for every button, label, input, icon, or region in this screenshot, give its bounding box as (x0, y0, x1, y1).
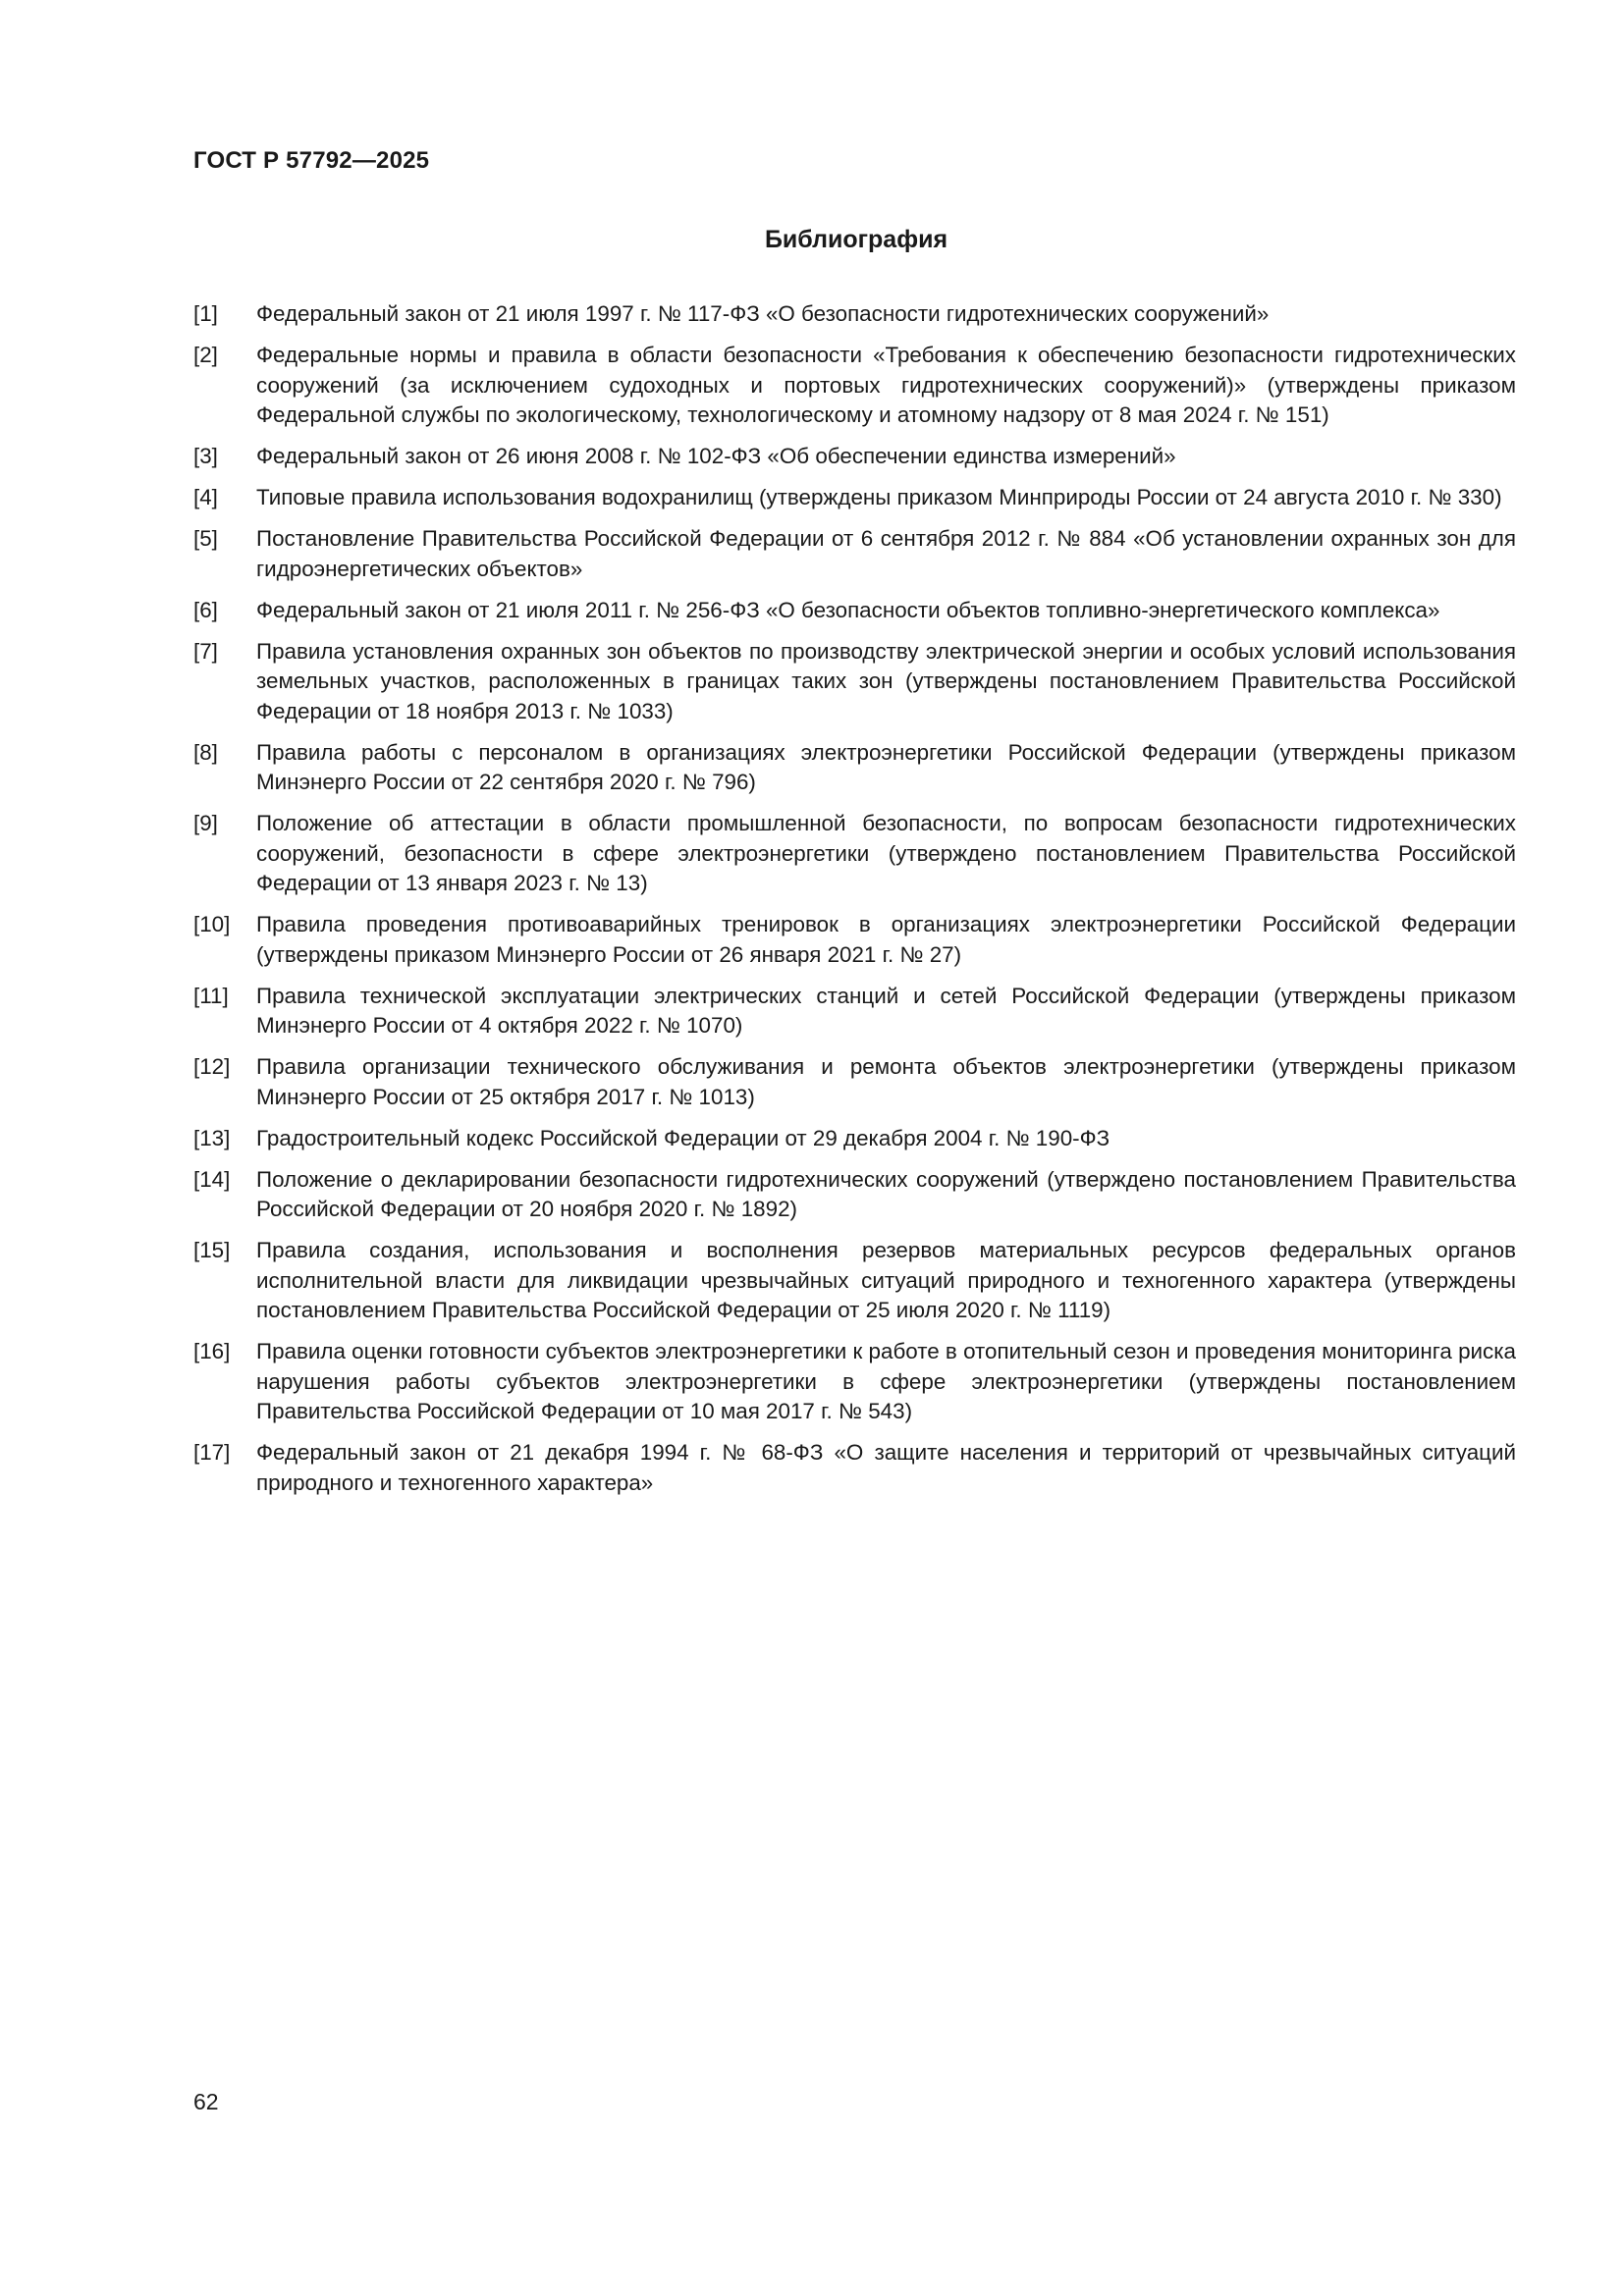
bibliography-entry (193, 809, 1516, 899)
bibliography-entry (193, 738, 1516, 798)
entry-text: Федеральный закон от 21 июля 1997 г. № 117-ФЗ «О безопасности гидротехнических сооружений» (256, 301, 1270, 326)
entry-number: [17] (193, 1440, 231, 1465)
entry-number: [9] (193, 811, 218, 835)
entry-number: [7] (193, 638, 218, 664)
entry-text: Федеральный закон от 21 июля 2011 г. № 256-ФЗ «О безопасности объектов топливно-энергетического комплекса» (256, 597, 1440, 622)
section-title: Библиография (764, 226, 948, 253)
bibliography-entry (193, 982, 1516, 1041)
entry-number: [12] (193, 1054, 231, 1079)
bibliography-entry (193, 910, 1516, 970)
bibliography-entry (193, 637, 1516, 727)
bibliography-entry (193, 299, 1516, 330)
entry-number: [15] (193, 1238, 231, 1262)
entry-text: Федеральные нормы и правила в области безопасности «Требования к обеспечению безопасности гидротехнических сооружений (за исключением судоходных и портовых гидротехнических сооружений)» (утверждены приказом Федеральной службы по экологическому, технологическому и атомному надзору от 8 мая 2024 г. № 151) (256, 343, 1516, 427)
document-code: ГОСТ Р 57792—2025 (193, 147, 430, 174)
entry-text: Федеральный закон от 21 декабря 1994 г. № 68-ФЗ «О защите населения и территорий от чрезвычайных ситуаций природного и техногенного характера» (256, 1440, 1516, 1495)
entry-number: [5] (193, 526, 218, 551)
entry-number: [14] (193, 1166, 231, 1192)
entry-number: [6] (193, 597, 218, 622)
bibliography-entry (193, 596, 1516, 626)
entry-text: Положение об аттестации в области промышленной безопасности, по вопросам безопасности гидротехнических сооружений, безопасности в сфере электроэнергетики (утверждено постановлением Правительства Российской Федерации от 13 января 2023 г. № 13) (256, 811, 1516, 895)
entry-number: [13] (193, 1125, 231, 1150)
entry-number: [16] (193, 1339, 231, 1363)
entry-number: [11] (193, 983, 229, 1008)
entry-text: Правила организации технического обслуживания и ремонта объектов электроэнергетики (утверждены приказом Минэнерго России от 25 октября 2017 г. № 1013) (256, 1054, 1516, 1109)
entry-text: Правила создания, использования и восполнения резервов материальных ресурсов федеральных органов исполнительной власти для ликвидации чрезвычайных ситуаций природного и техногенного характера (утверждены постановлением Правительства Российской Федерации от 25 июля 2020 г. № 1119) (256, 1238, 1516, 1322)
entry-text: Типовые правила использования водохранилищ (утверждены приказом Минприроды России от 24 августа 2010 г. № 330) (256, 485, 1502, 509)
bibliography-entry (193, 341, 1516, 431)
bibliography-entry (193, 442, 1516, 472)
bibliography-entry (193, 524, 1516, 584)
bibliography-entry (193, 1236, 1516, 1326)
entry-text: Правила установления охранных зон объектов по производству электрической энергии и особых условий использования земельных участков, расположенных в границах таких зон (утверждены постановлением Правительства Российской Федерации от 18 ноября 2013 г. № 1033) (256, 638, 1516, 723)
bibliography-entry (193, 1165, 1516, 1225)
entry-text: Правила технической эксплуатации электрических станций и сетей Российской Федерации (утверждены приказом Минэнерго России от 4 октября 2022 г. № 1070) (256, 983, 1516, 1038)
bibliography-entry (193, 1052, 1516, 1112)
entry-number: [2] (193, 343, 218, 367)
entry-text: Правила работы с персоналом в организациях электроэнергетики Российской Федерации (утверждены приказом Минэнерго России от 22 сентября 2020 г. № 796) (256, 739, 1516, 794)
bibliography-entry (193, 1124, 1516, 1154)
bibliography-entry (193, 1337, 1516, 1427)
entry-text: Федеральный закон от 26 июня 2008 г. № 102-ФЗ «Об обеспечении единства измерений» (256, 444, 1176, 468)
bibliography-entry (193, 1438, 1516, 1498)
page-number: 62 (193, 2089, 219, 2114)
entry-number: [4] (193, 485, 218, 509)
entry-text: Постановление Правительства Российской Федерации от 6 сентября 2012 г. № 884 «Об установлении охранных зон для гидроэнергетических объектов» (256, 526, 1516, 581)
entry-text: Правила проведения противоаварийных тренировок в организациях электроэнергетики Российской Федерации (утверждены приказом Минэнерго России от 26 января 2021 г. № 27) (256, 912, 1516, 967)
entry-number: [3] (193, 444, 218, 468)
entry-number: [8] (193, 739, 218, 765)
bibliography-list (193, 299, 1516, 1510)
entry-text: Положение о декларировании безопасности гидротехнических сооружений (утверждено постановлением Правительства Российской Федерации от 20 ноября 2020 г. № 1892) (256, 1166, 1516, 1221)
entry-number: [1] (193, 301, 218, 326)
entry-text: Градостроительный кодекс Российской Федерации от 29 декабря 2004 г. № 190-ФЗ (256, 1125, 1110, 1150)
entry-text: Правила оценки готовности субъектов электроэнергетики к работе в отопительный сезон и проведения мониторинга риска нарушения работы субъектов электроэнергетики в сфере электроэнергетики (утверждены постановлением Правительства Российской Федерации от 10 мая 2017 г. № 543) (256, 1339, 1516, 1423)
entry-number: [10] (193, 912, 231, 936)
bibliography-entry (193, 483, 1516, 513)
